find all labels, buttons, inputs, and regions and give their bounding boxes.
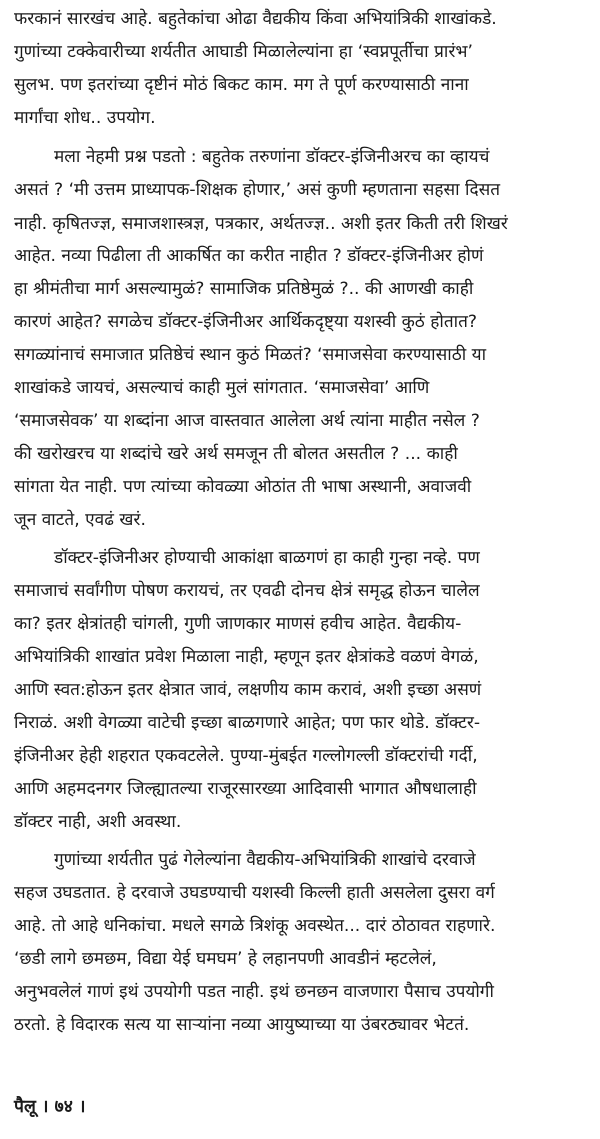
text-line: आहेत. नव्या पिढीला ती आकर्षित का करीत नाहीत ? डॉक्टर-इंजिनीअर होणं [14,246,484,266]
text-line: ‘समाजसेवक’ या शब्दांना आज वास्तवात आलेला अर्थ त्यांना माहीत नसेल ? [14,411,480,431]
text-line: कारणं आहेत? सगळेच डॉक्टर-इंजिनीअर आर्थिकदृष्ट्या यशस्वी कुठं होतात? [14,312,478,332]
text-line: गुणांच्या टक्केवारीच्या शर्यतीत आघाडी मिळालेल्यांना हा ‘स्वप्नपूर्तीचा प्रारंभ’ [14,42,473,62]
page-footer: पैलू । ७४ । [14,1097,86,1117]
text-line: मार्गांचा शोध.. उपयोग. [14,108,156,128]
text-line: डॉक्टर नाही, अशी अवस्था. [14,812,182,832]
text-line: नाही. कृषितज्ज्ञ, समाजशास्त्रज्ञ, पत्रकार, अर्थतज्ज्ञ.. अशी इतर किती तरी शिखरं [14,214,508,234]
text-line: ‘छडी लागे छमछम, विद्या येई घमघम’ हे लहानपणी आवडीनं म्हटलेलं, [14,949,437,969]
text-line: सगळ्यांनाचं समाजात प्रतिष्ठेचं स्थान कुठं मिळतं? ‘समाजसेवा करण्यासाठी या [14,345,487,365]
text-line: समाजाचं सर्वांगीण पोषण करायचं, तर एवढी दोनच क्षेत्रं समृद्ध होऊन चालेल [14,581,480,601]
text-line: अभियांत्रिकी शाखांत प्रवेश मिळाला नाही, म्हणून इतर क्षेत्रांकडे वळणं वेगळं, [14,647,479,667]
text-line: सुलभ. पण इतरांच्या दृष्टीनं मोठं बिकट काम. मग ते पूर्ण करण्यासाठी नाना [14,75,469,95]
text-line: सांगता येत नाही. पण त्यांच्या कोवळ्या ओठांत ती भाषा अस्थानी, अवाजवी [14,477,472,497]
text-line: असतं ? ‘मी उत्तम प्राध्यापक-शिक्षक होणार,’ असं कुणी म्हणताना सहसा दिसत [14,180,501,200]
text-line: आहे. तो आहे धनिकांचा. मधले सगळे त्रिशंकू अवस्थेत... दारं ठोठावत राहणारे. [14,916,496,936]
text-line: की खरोखरच या शब्दांचे खरे अर्थ समजून ती बोलत असतील ? ... काही [14,444,458,464]
text-line: का? इतर क्षेत्रांतही चांगली, गुणी जाणकार माणसं हवीच आहेत. वैद्यकीय- [14,614,462,634]
text-line: ठरतो. हे विदारक सत्य या साऱ्यांना नव्या आयुष्याच्या या उंबरठ्यावर भेटतं. [14,1015,470,1035]
text-line: अनुभवलेलं गाणं इथं उपयोगी पडत नाही. इथं छनछन वाजणारा पैसाच उपयोगी [14,982,494,1002]
text-line: आणि स्वत:होऊन इतर क्षेत्रात जावं, लक्षणीय काम करावं, अशी इच्छा असणं [14,680,482,700]
text-line: इंजिनीअर हेही शहरात एकवटलेले. पुण्या-मुंबईत गल्लोगल्ली डॉक्टरांची गर्दी, [14,746,478,766]
text-line: फरकानं सारखंच आहे. बहुतेकांचा ओढा वैद्यकीय किंवा अभियांत्रिकी शाखांकडे. [14,9,497,29]
text-line: डॉक्टर-इंजिनीअर होण्याची आकांक्षा बाळगणं हा काही गुन्हा नव्हे. पण [54,548,480,568]
text-line: सहज उघडतात. हे दरवाजे उघडण्याची यशस्वी किल्ली हाती असलेला दुसरा वर्ग [14,883,495,903]
text-line: जून वाटते, एवढं खरं. [14,510,146,530]
text-line: आणि अहमदनगर जिल्ह्यातल्या राजूरसारख्या आदिवासी भागात औषधालाही [14,779,477,799]
text-line: निराळं. अशी वेगळ्या वाटेची इच्छा बाळगणारे आहेत; पण फार थोडे. डॉक्टर- [14,713,481,733]
text-line: हा श्रीमंतीचा मार्ग असल्यामुळं? सामाजिक प्रतिष्ठेमुळं ?.. की आणखी काही [14,279,474,299]
text-line: शाखांकडे जायचं, असल्याचं काही मुलं सांगतात. ‘समाजसेवा’ आणि [14,378,430,398]
text-line: गुणांच्या शर्यतीत पुढं गेलेल्यांना वैद्यकीय-अभियांत्रिकी शाखांचे दरवाजे [54,850,476,870]
book-page [14,4,588,1135]
text-line: मला नेहमी प्रश्न पडतो : बहुतेक तरुणांना डॉक्टर-इंजिनीअरच का व्हायचं [54,147,490,167]
